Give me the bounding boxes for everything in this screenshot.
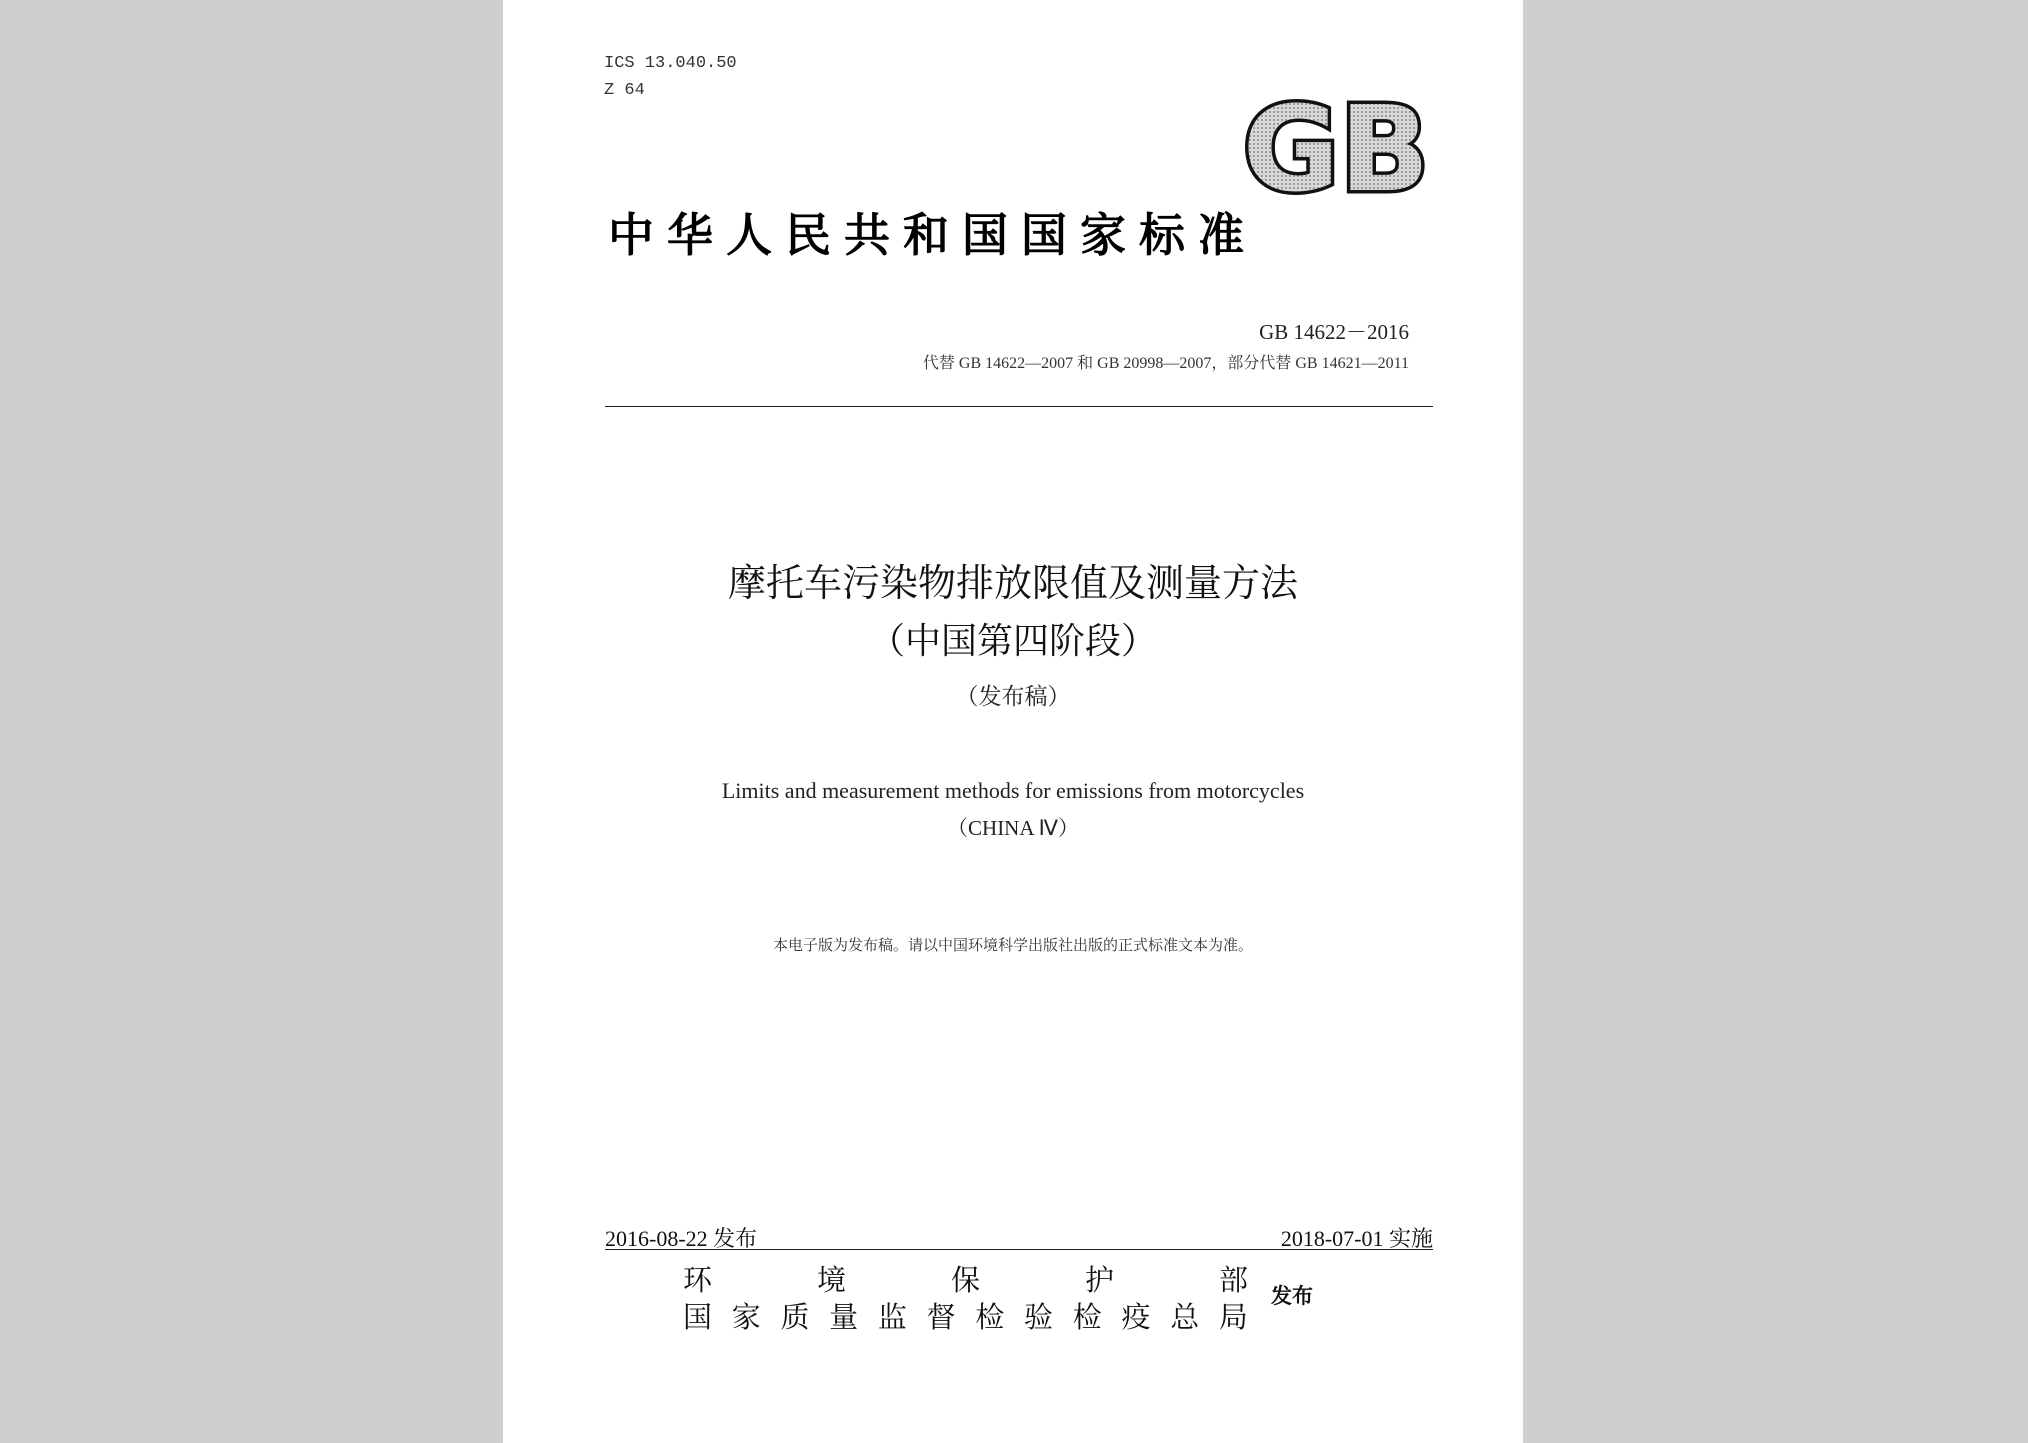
dept-char: 环 <box>683 1263 713 1297</box>
dept-char: 总 <box>1170 1300 1200 1334</box>
header-divider <box>605 406 1433 407</box>
replaces-note: 代替 GB 14622—2007 和 GB 20998—2007，部分代替 GB 14621—2011 <box>922 355 1409 372</box>
subtitle-english: （CHINA Ⅳ） <box>947 816 1079 840</box>
gb-logo <box>1236 94 1436 204</box>
dept-char: 验 <box>1024 1300 1054 1334</box>
dept-char: 护 <box>1084 1263 1114 1297</box>
dept-char: 量 <box>829 1300 859 1334</box>
dept-char: 监 <box>877 1300 907 1334</box>
ccs-code: Z 64 <box>604 81 645 100</box>
title-chinese: 摩托车污染物排放限值及测量方法 <box>727 561 1298 605</box>
department-aqsiq <box>683 1295 1248 1336</box>
standard-number: GB 14622－2016 <box>1259 320 1409 344</box>
dept-char: 部 <box>1218 1263 1248 1297</box>
dept-char: 检 <box>975 1300 1005 1334</box>
effective-date: 2018-07-01 实施 <box>1280 1226 1433 1251</box>
document-page <box>503 0 1523 1443</box>
gb-logo-text: GB <box>1242 94 1430 204</box>
dept-char: 保 <box>950 1263 980 1297</box>
ics-classification <box>604 50 737 104</box>
publish-label: 发布 <box>1271 1284 1313 1308</box>
department-environment <box>683 1258 1248 1299</box>
dept-char: 疫 <box>1121 1300 1151 1334</box>
issue-date: 2016-08-22 发布 <box>605 1226 758 1251</box>
dept-char: 境 <box>816 1263 846 1297</box>
footer-divider <box>605 1249 1433 1250</box>
subtitle-chinese: （中国第四阶段） <box>868 621 1157 662</box>
dept-char: 国 <box>683 1300 713 1334</box>
dept-char: 家 <box>731 1300 761 1334</box>
org-title: 中华人民共和国国家标准 <box>608 208 1257 262</box>
ics-code: ICS 13.040.50 <box>604 54 737 73</box>
dept-char: 检 <box>1072 1300 1102 1334</box>
title-english: Limits and measurement methods for emissions from motorcycles <box>721 778 1305 803</box>
edition-notice: 本电子版为发布稿。请以中国环境科学出版社出版的正式标准文本为准。 <box>772 936 1253 954</box>
draft-label: （发布稿） <box>955 684 1071 710</box>
dept-char: 局 <box>1218 1300 1248 1334</box>
dept-char: 质 <box>780 1300 810 1334</box>
dept-char: 督 <box>926 1300 956 1334</box>
